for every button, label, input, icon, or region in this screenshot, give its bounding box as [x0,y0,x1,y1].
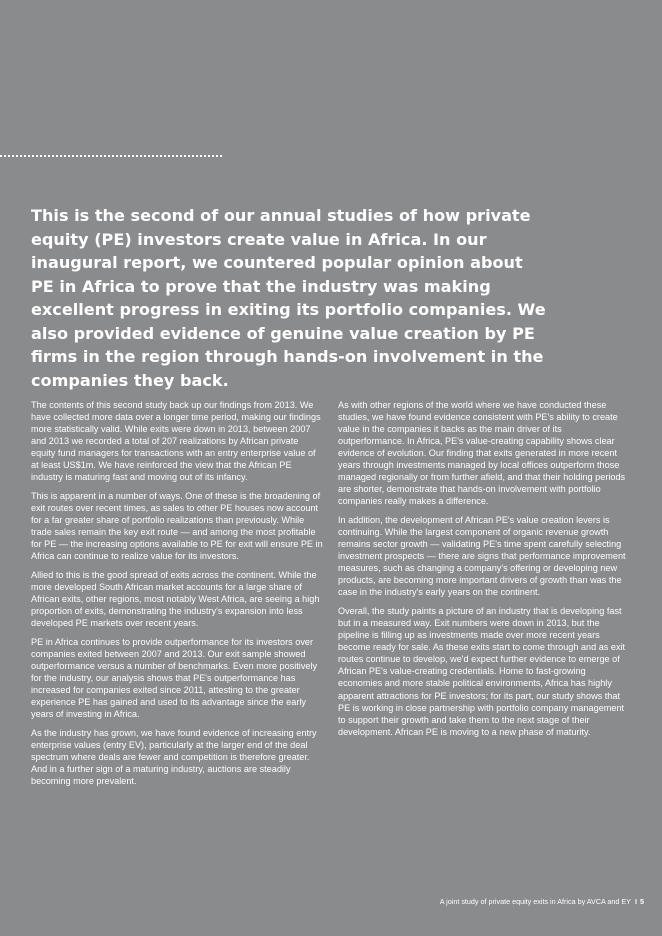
page-footer [440,897,644,906]
right-column [338,399,630,745]
body-paragraph: As with other regions of the world where we have conducted these studies, we have found evidence consistent with PE's ability to create value in the companies it backs as the main driver of its outperformance. In Africa, PE's value-creating capability shows clear evidence of evolution. Our finding that exits generated in more recent years through investments managed by local offices outperform those managed regionally or from further afield, and that their holding periods are shorter, demonstrate that hands-on involvement with portfolio companies really makes a difference. [338,400,626,507]
body-paragraph: The contents of this second study back up our findings from 2013. We have collected more data over a longer time period, making our findings more statistically valid. While exits were down in 2013, between 2007 and 2013 we recorded a total of 207 realizations by African private equity fund managers for transactions with an entry enterprise value of at least US$1m. We have reinforced the view that the African PE industry is maturing fast and moving out of its infancy. [31,400,321,483]
left-column [31,399,323,794]
body-paragraph: Allied to this is the good spread of exits across the continent. While the more developed South African market accounts for a large share of African exits, other regions, most notably West Africa, are seeing a high proportion of exits, demonstrating the industry's expansion into less developed PE markets over recent years. [31,570,320,629]
page-number: 5 [640,897,644,906]
body-paragraph: PE in Africa continues to provide outperformance for its investors over companies exited between 2007 and 2013. Our exit sample showed outperformance versus a number of benchmarks. Even more positively for the industry, our analysis shows that PE's outperformance has increased for companies exited since 2011, attesting to the greater experience PE has gained and used to its advantage since the early years of investing in Africa. [31,637,318,720]
dotted-divider [0,155,222,157]
footer-separator: I [635,897,637,906]
intro-paragraph: This is the second of our annual studies of how private equity (PE) investors create value in Africa. In our inaugural report, we countered popular opinion about PE in Africa to prove that the industry was making excellent progress in exiting its portfolio companies. We also provided evidence of genuine value creation by PE firms in the region through hands-on involvement in the companies they back. [31,206,546,390]
footer-text: A joint study of private equity exits in Africa by AVCA and EY [439,897,631,906]
body-paragraph: This is apparent in a number of ways. One of these is the broadening of exit routes over recent times, as sales to other PE houses now account for a far greater share of portfolio realizations than previously. While trade sales remain the key exit route — and among the most profitable for PE — the increasing options available to PE for exit will ensure PE in Africa can continue to realize value for its investors. [31,491,323,562]
body-paragraph: As the industry has grown, we have found evidence of increasing entry enterprise values (entry EV), particularly at the larger end of the deal spectrum where deals are fewer and competition is therefore greater. And in a further sign of a maturing industry, auctions are steadily becoming more prevalent. [31,728,317,787]
body-paragraph: Overall, the study paints a picture of an industry that is developing fast but in a measured way. Exit numbers were down in 2013, but the pipeline is filling up as investments made over more recent years become ready for sale. As these exits start to come through and as exit routes continue to develop, we'd expect further evidence to emerge of African PE's value-creating credentials. Home to fast-growing economies and more stable political environments, Africa has highly apparent attractions for PE investors; for its part, our study shows that PE is working in close partnership with portfolio company management to support their growth and take them to the next stage of their development. African PE is moving to a new phase of maturity. [338,606,626,737]
body-paragraph: In addition, the development of African PE's value creation levers is continuing. While the largest component of organic revenue growth remains sector growth — validating PE's time spent carefully selecting investment prospects — there are signs that performance improvement measures, such as changing a company's offering or developing new products, are becoming more important drivers of growth than was the case in the industry's early years on the continent. [338,515,626,598]
